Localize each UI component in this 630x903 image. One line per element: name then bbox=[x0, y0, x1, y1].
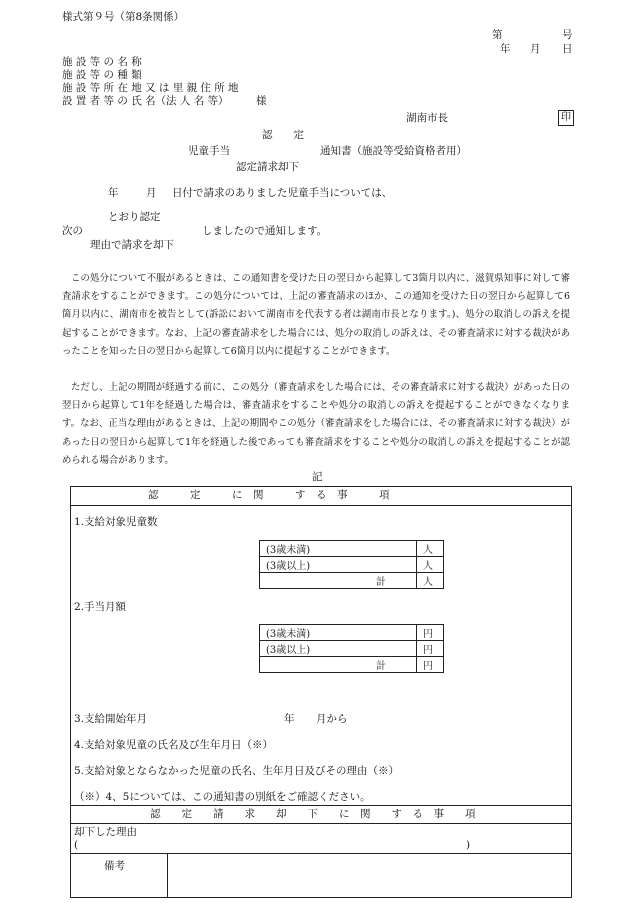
monthly-amount-table bbox=[259, 624, 444, 673]
kyakka-divider-bottom bbox=[70, 823, 571, 824]
table-row bbox=[260, 573, 444, 589]
reason-paren-open: ( bbox=[74, 839, 79, 851]
nintei-section-header: 認 定 に 関 す る 事 項 bbox=[148, 489, 390, 501]
date-day: 日 bbox=[562, 43, 573, 55]
amount-total-unit: 円 bbox=[417, 657, 444, 673]
biko-column-divider bbox=[167, 853, 168, 897]
amount-total-label: 計 bbox=[260, 657, 417, 673]
count-over3-label: (3歳以上) bbox=[260, 557, 417, 573]
item-child-names: 4.支給対象児童の氏名及び生年月日（※） bbox=[74, 739, 274, 751]
start-month-from: 月から bbox=[316, 713, 348, 725]
title-nintei: 認 定 bbox=[262, 129, 304, 141]
item-monthly-amount: 2.手当月額 bbox=[74, 601, 127, 613]
count-over3-unit: 人 bbox=[417, 557, 444, 573]
reason-paren-close: ) bbox=[466, 839, 471, 851]
body-line1: 日付で請求のありました児童手当については、 bbox=[172, 187, 393, 199]
table-row bbox=[260, 657, 444, 673]
attachment-note: （※）4、5については、この通知書の別紙をご確認ください。 bbox=[74, 791, 371, 803]
table-row bbox=[260, 557, 444, 573]
item-ineligible-children: 5.支給対象とならなかった児童の氏名、生年月日及びその理由（※） bbox=[74, 765, 400, 777]
title-right: 通知書（施設等受給資格者用） bbox=[320, 145, 467, 157]
facility-name-label: 施 設 等 の 名 称 bbox=[62, 56, 142, 68]
amount-over3-unit: 円 bbox=[417, 641, 444, 657]
facility-address-label: 施 設 等 所 在 地 又 は 里 親 住 所 地 bbox=[62, 82, 239, 94]
start-year: 年 bbox=[284, 713, 295, 725]
table-row bbox=[260, 641, 444, 657]
count-under3-unit: 人 bbox=[417, 541, 444, 557]
kyakka-divider-top bbox=[70, 805, 571, 806]
doc-number-go: 号 bbox=[562, 29, 573, 41]
body-month: 月 bbox=[146, 187, 157, 199]
amount-under3-unit: 円 bbox=[417, 625, 444, 641]
header-divider bbox=[70, 505, 571, 506]
count-total-label: 計 bbox=[260, 573, 417, 589]
notice-paragraph-2: ただし、上記の期間が経過する前に、この処分（審査請求をした場合には、その審査請求に対する裁決）があった日の翌日から起算して1年を経過した場合は、審査請求をすることや処分の取消しの訴えを提起することができなくなります。なお、正当な理由があるときは、上記の期間やこの処分（審査請求をした場合には、その審査請求に対する裁決）があった日の翌日から起算して1年を経過した後であっても審査請求をすることや処分の取消しの訴えを提起することが認められる場合があります。 bbox=[62, 382, 570, 466]
issuer-name: 湖南市長 bbox=[406, 112, 448, 124]
honorific-sama: 様 bbox=[256, 95, 267, 107]
founder-name-label: 設 置 者 等 の 氏 名（法 人 名 等） bbox=[62, 95, 229, 107]
child-count-table bbox=[259, 540, 444, 589]
seal-mark: 印 bbox=[558, 110, 574, 126]
title-bottom: 認定請求却下 bbox=[236, 161, 299, 173]
body-option-kyakka: 理由で請求を却下 bbox=[90, 239, 174, 251]
notice-paragraph-1: この処分について不服があるときは、この通知書を受けた日の翌日から起算して3箇月以内に、滋賀県知事に対して審査請求をすることができます。この処分については、上記の審査請求のほか、この通知を受けた日の翌日から起算して6箇月以内に、湖南市を被告として(訴訟において湖南市を代表する者は湖南市長となります。)、処分の取消しの訴えを提起することができます。なお、上記の審査請求をした場合には、処分の取消しの訴えは、その審査請求に対する裁決があったことを知った日の翌日から起算して6箇月以内に提起することができます。 bbox=[62, 273, 570, 357]
title-left: 児童手当 bbox=[188, 145, 230, 157]
ki-heading: 記 bbox=[312, 471, 323, 483]
body-tsugi: 次の bbox=[62, 225, 83, 237]
body-year: 年 bbox=[108, 187, 119, 199]
date-year: 年 bbox=[500, 43, 511, 55]
form-number: 様式第９号（第8条関係） bbox=[62, 11, 185, 23]
item-start-month: 3.支給開始年月 bbox=[74, 713, 148, 725]
amount-under3-label: (3歳未満) bbox=[260, 625, 417, 641]
kyakka-section-header: 認 定 請 求 却 下 に 関 す る 事 項 bbox=[150, 808, 476, 820]
table-row bbox=[260, 541, 444, 557]
item-child-count: 1.支給対象児童数 bbox=[74, 516, 158, 528]
doc-number-dai: 第 bbox=[492, 29, 503, 41]
count-total-unit: 人 bbox=[417, 573, 444, 589]
remarks-label: 備考 bbox=[104, 860, 125, 872]
table-row bbox=[260, 625, 444, 641]
facility-type-label: 施 設 等 の 種 類 bbox=[62, 69, 142, 81]
body-option-nintei: とおり認定 bbox=[108, 211, 161, 223]
count-under3-label: (3歳未満) bbox=[260, 541, 417, 557]
amount-over3-label: (3歳以上) bbox=[260, 641, 417, 657]
rejection-reason-label: 却下した理由 bbox=[74, 826, 137, 838]
body-middle: しましたので通知します。 bbox=[202, 225, 328, 237]
biko-divider bbox=[70, 853, 571, 854]
date-month: 月 bbox=[530, 43, 541, 55]
